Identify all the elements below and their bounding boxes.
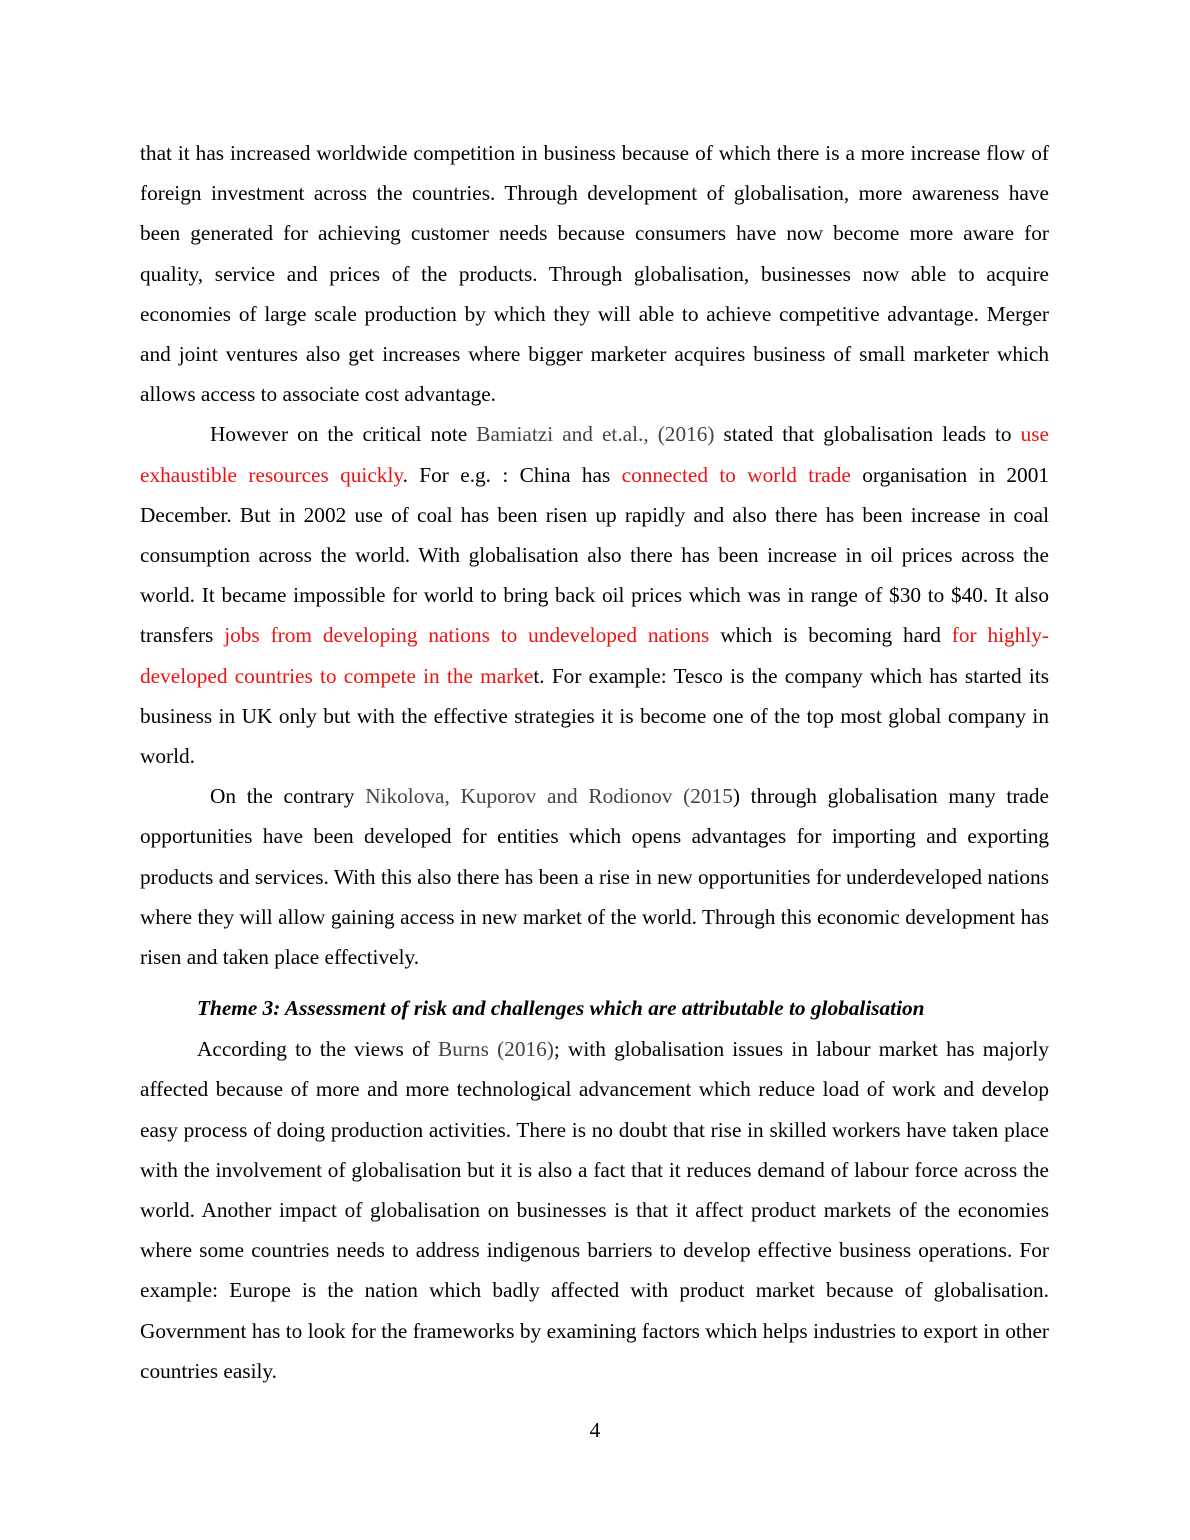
paragraph-text: However on the critical note: [210, 422, 477, 447]
paragraph-text: which is becoming hard: [709, 623, 952, 648]
paragraph-critical-note: [140, 414, 1049, 776]
document-page: [140, 133, 1049, 1391]
page-number: 4: [589, 1418, 601, 1442]
paragraph-text: organisation in 2001 December. But in 2002 use of coal has been risen up rapidly and also there has been increase in coal consumption across the world. With globalisation also there has been increase in oil prices across the world. It became impossible for world to bring back oil prices which was in range of $30 to $40. It also transfers: [140, 462, 1049, 648]
citation-nikolova: Nikolova, Kuporov and Rodionov (2015: [365, 784, 733, 809]
paragraph-globalisation-benefits: [140, 133, 1049, 414]
highlighted-text: connected to world trade: [621, 462, 851, 487]
paragraph-text: ) through globalisation many trade opportunities have been developed for entities which opens advantages for importing and exporting products and services. With this also there has been a rise in new opportunities for underdeveloped nations where they will allow gaining access in new market of the world. Through this economic development has risen and taken place effectively.: [140, 784, 1049, 970]
theme-heading: Theme 3: Assessment of risk and challenges which are attributable to globalisation: [197, 996, 925, 1021]
paragraph-text: stated that globalisation leads to: [714, 422, 1021, 447]
highlighted-text: for highly-developed countries to compete in the marke: [140, 623, 1049, 688]
paragraph-text: According to the views of: [197, 1037, 438, 1062]
paragraph-text: On the contrary: [210, 784, 366, 809]
paragraph-labour-market: [140, 1029, 1049, 1391]
paragraph-text: t. For example: Tesco is the company which has started its business in UK only but with the effective strategies it is become one of the top most global company in world.: [140, 663, 1049, 769]
paragraph-contrary-view: [140, 776, 1049, 977]
highlighted-text: use exhaustible resources quickly: [140, 422, 1050, 487]
paragraph-text: that it has increased worldwide competition in business because of which there is a more increase flow of foreign investment across the countries. Through development of globalisation, more awareness have been generated for achieving customer needs because consumers have now become more aware for quality, service and prices of the products. Through globalisation, businesses now able to acquire economies of large scale production by which they will able to achieve competitive advantage. Merger and joint ventures also get increases where bigger marketer acquires business of small marketer which allows access to associate cost advantage.: [140, 141, 1049, 407]
paragraph-text: ; with globalisation issues in labour market has majorly affected because of more and more technological advancement which reduce load of work and develop easy process of doing production activities. There is no doubt that rise in skilled workers have taken place with the involvement of globalisation but it is also a fact that it reduces demand of labour force across the world. Another impact of globalisation on businesses is that it affect product markets of the economies where some countries needs to address indigenous barriers to develop effective business operations. For example: Europe is the nation which badly affected with product market because of globalisation. Government has to look for the frameworks by examining factors which helps industries to export in other countries easily.: [140, 1037, 1049, 1383]
paragraph-text: . For e.g. : China has: [402, 462, 622, 487]
highlighted-text: jobs from developing nations to undeveloped nations: [224, 623, 710, 648]
citation-burns: Burns (2016): [437, 1037, 554, 1062]
citation-bamiatzi: Bamiatzi and et.al., (2016): [476, 422, 715, 447]
